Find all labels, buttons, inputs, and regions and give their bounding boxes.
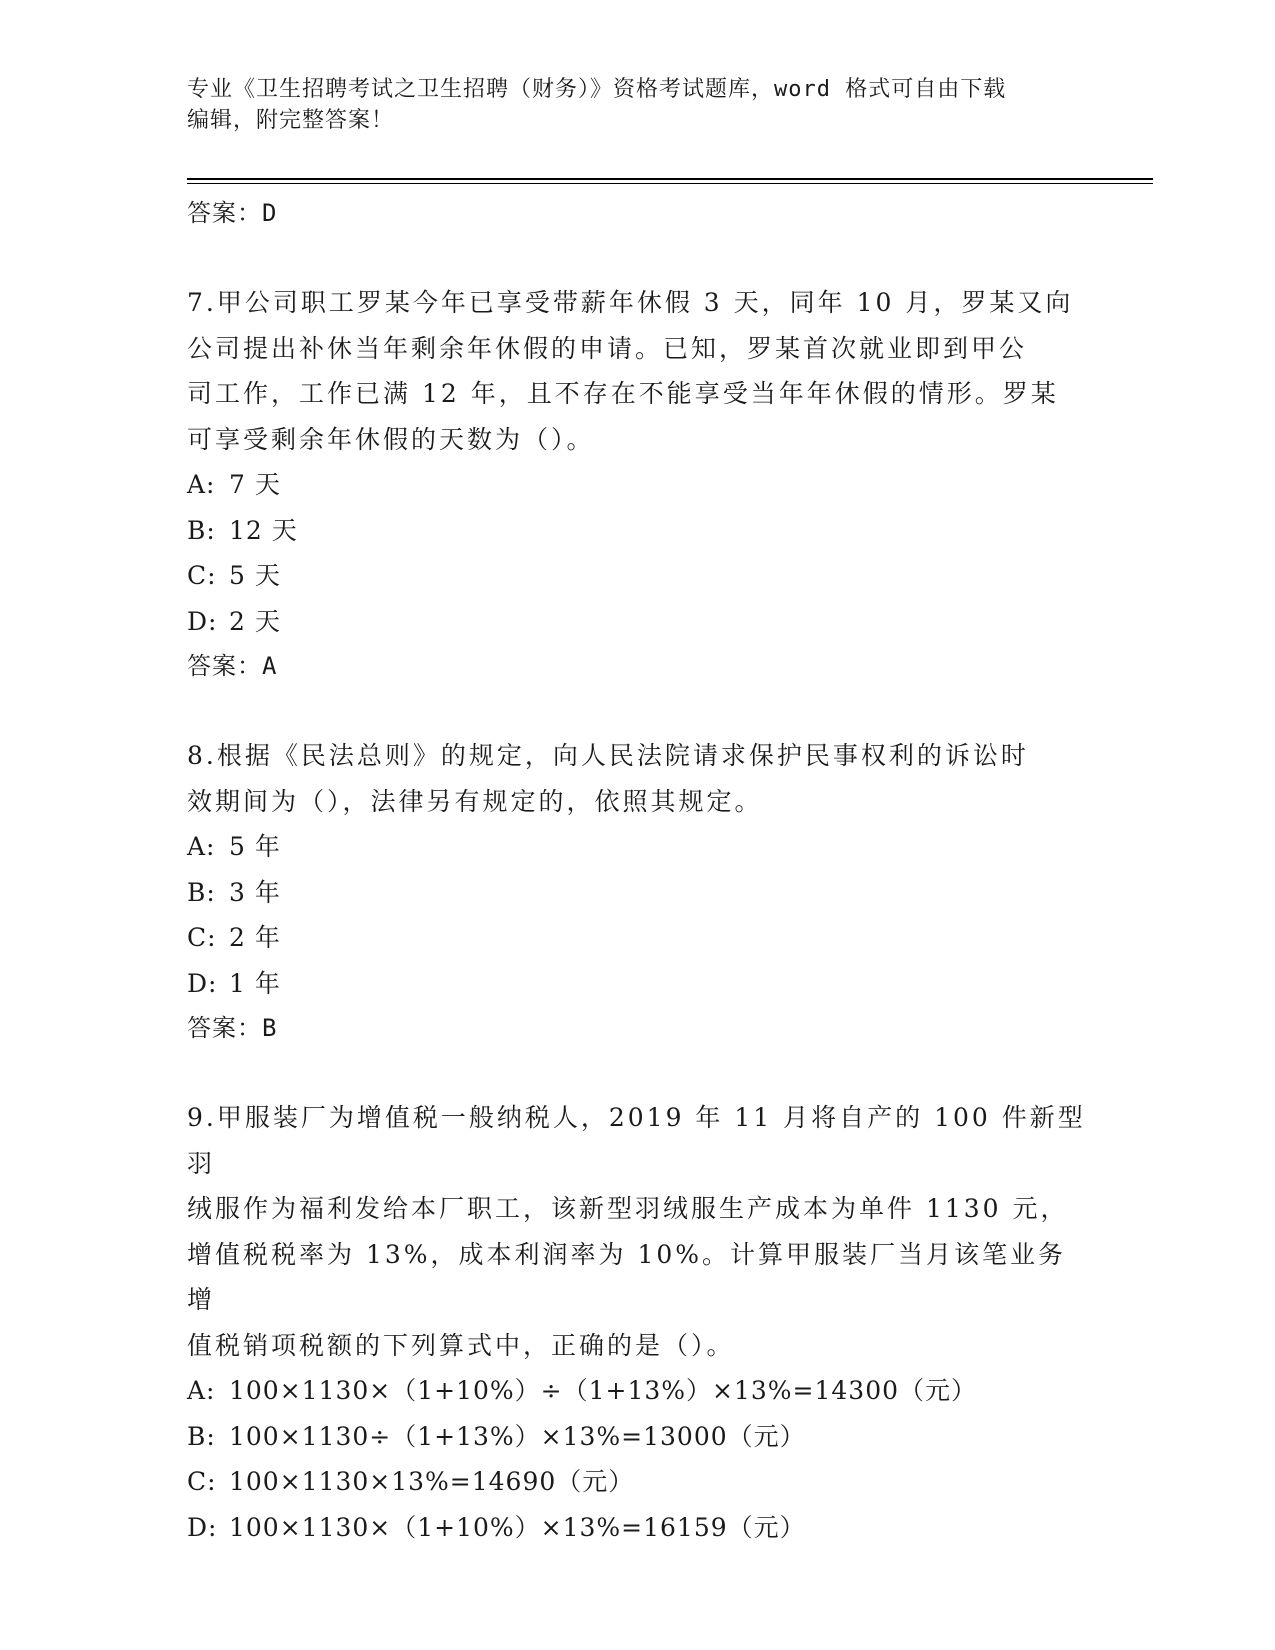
option-text: 12 天 bbox=[229, 515, 298, 545]
option-text: 100×1130÷（1+13%）×13%=13000（元） bbox=[229, 1421, 806, 1451]
option-a bbox=[187, 462, 1087, 508]
option-c bbox=[187, 1459, 1087, 1505]
question-text bbox=[187, 280, 1087, 462]
option-label: B: bbox=[187, 1421, 216, 1451]
question-line: 可享受剩余年休假的天数为（）。 bbox=[187, 424, 595, 454]
header-line-1: 专业《卫生招聘考试之卫生招聘（财务）》资格考试题库，word 格式可自由下载 bbox=[187, 77, 1007, 102]
option-label: B: bbox=[187, 877, 216, 907]
document-body bbox=[187, 188, 1087, 1550]
question-line: 效期间为（），法律另有规定的，依照其规定。 bbox=[187, 786, 763, 816]
option-label: C: bbox=[187, 561, 217, 590]
question-line: 绒服作为福利发给本厂职工，该新型羽绒服生产成本为单件 1130 元， bbox=[187, 1194, 1069, 1223]
question-line: 司工作，工作已满 12 年，且不存在不能享受当年年休假的情形。罗某 bbox=[187, 379, 1059, 408]
option-b bbox=[187, 870, 1087, 916]
previous-answer: 答案：D bbox=[187, 199, 278, 227]
question-line: 公司提出补休当年剩余年休假的申请。已知，罗某首次就业即到甲公 bbox=[187, 333, 1028, 363]
option-label: D: bbox=[187, 1512, 218, 1542]
option-label: A: bbox=[187, 832, 216, 861]
option-label: D: bbox=[187, 606, 218, 636]
option-text: 2 年 bbox=[229, 923, 281, 952]
question-answer: 答案：B bbox=[187, 1014, 278, 1042]
option-a bbox=[187, 824, 1087, 870]
option-text: 5 年 bbox=[229, 832, 281, 861]
question-line: 值税销项税额的下列算式中，正确的是（）。 bbox=[187, 1330, 735, 1360]
option-b bbox=[187, 508, 1087, 554]
option-d bbox=[187, 1505, 1087, 1551]
header-divider bbox=[187, 178, 1153, 180]
option-text: 1 年 bbox=[229, 968, 281, 998]
question-line: 8.根据《民法总则》的规定，向人民法院请求保护民事权利的诉讼时 bbox=[187, 741, 1029, 770]
option-label: A: bbox=[187, 470, 216, 499]
question-line: 增值税税率为 13%，成本利润率为 10%。计算甲服装厂当月该笔业务增 bbox=[187, 1239, 1067, 1314]
question-text bbox=[187, 1095, 1087, 1368]
option-text: 7 天 bbox=[229, 470, 281, 499]
option-text: 100×1130×（1+10%）×13%=16159（元） bbox=[229, 1512, 806, 1542]
option-c bbox=[187, 553, 1087, 599]
option-d bbox=[187, 961, 1087, 1007]
question-text bbox=[187, 733, 1087, 824]
question-8 bbox=[187, 733, 1087, 1050]
option-text: 100×1130×13%=14690（元） bbox=[229, 1467, 635, 1496]
question-answer: 答案：A bbox=[187, 652, 278, 680]
question-9 bbox=[187, 1095, 1087, 1550]
question-line: 7.甲公司职工罗某今年已享受带薪年休假 3 天，同年 10 月，罗某又向 bbox=[187, 288, 1074, 317]
document-header bbox=[187, 74, 1067, 136]
option-label: D: bbox=[187, 968, 218, 998]
option-label: C: bbox=[187, 923, 217, 952]
option-text: 3 年 bbox=[229, 877, 281, 907]
option-c bbox=[187, 915, 1087, 961]
option-a bbox=[187, 1368, 1087, 1414]
option-text: 5 天 bbox=[229, 561, 281, 590]
question-7 bbox=[187, 280, 1087, 688]
option-label: C: bbox=[187, 1467, 217, 1496]
header-line-2: 编辑，附完整答案！ bbox=[187, 108, 395, 133]
header-divider-thin bbox=[187, 183, 1153, 184]
option-label: B: bbox=[187, 515, 216, 545]
option-b bbox=[187, 1414, 1087, 1460]
question-line: 9.甲服装厂为增值税一般纳税人，2019 年 11 月将自产的 100 件新型羽 bbox=[187, 1103, 1086, 1178]
option-label: A: bbox=[187, 1376, 216, 1405]
option-text: 100×1130×（1+10%）÷（1+13%）×13%=14300（元） bbox=[229, 1376, 978, 1405]
option-text: 2 天 bbox=[229, 606, 281, 636]
option-d bbox=[187, 599, 1087, 645]
